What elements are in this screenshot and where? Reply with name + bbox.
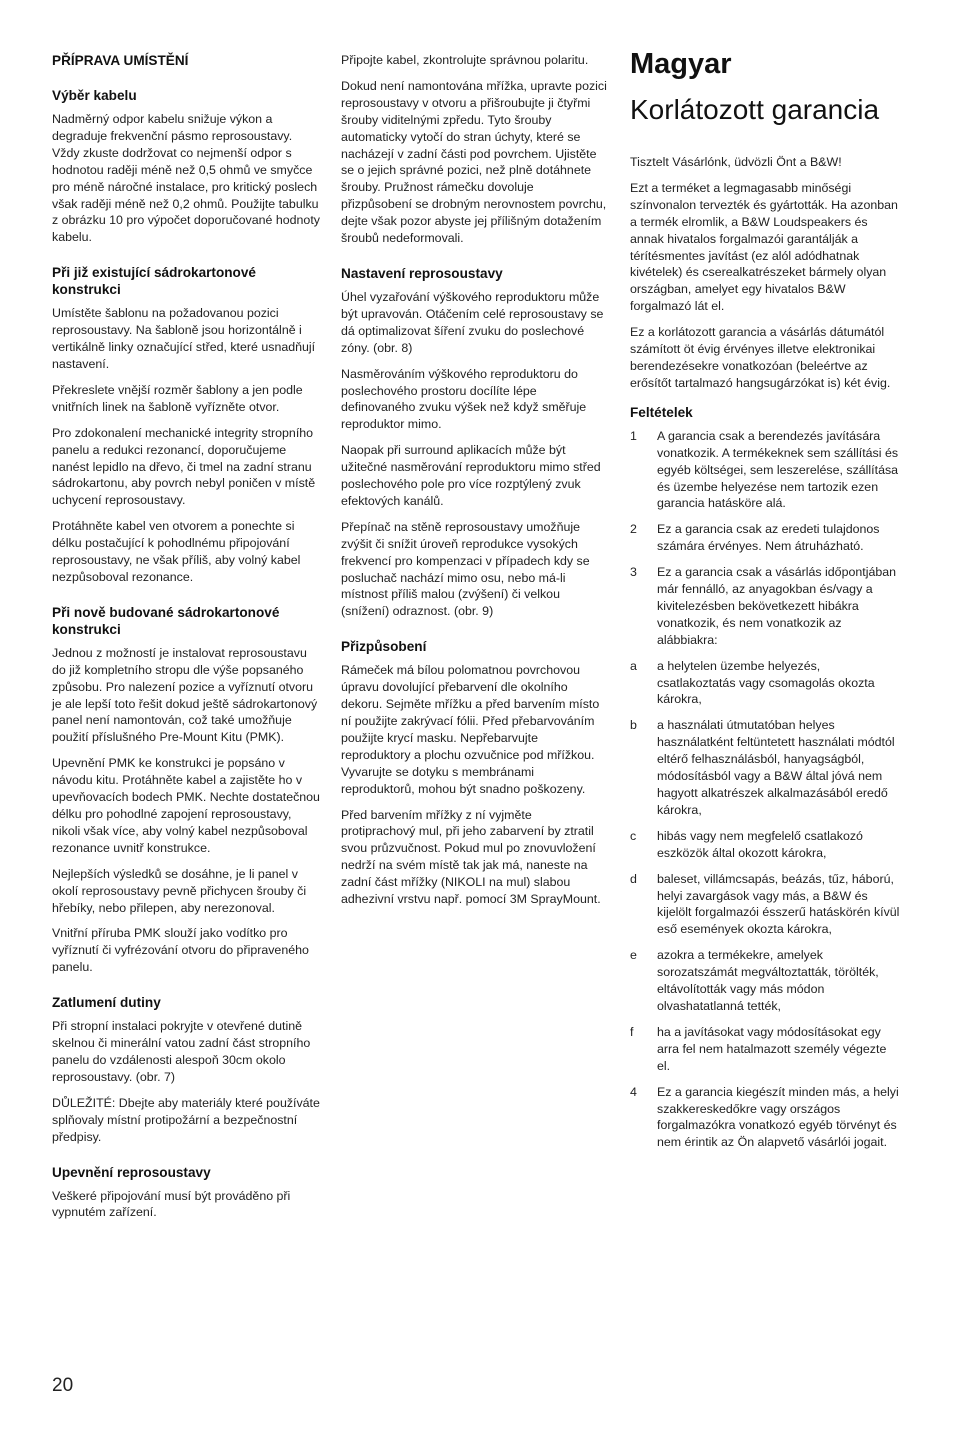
conditions-list: [630, 428, 902, 1151]
condition-marker: 2: [630, 522, 637, 537]
condition-item: [630, 717, 902, 818]
language-heading: Magyar: [630, 48, 732, 80]
subheading: Při nově budované sádrokartonové konstrukci: [52, 604, 280, 637]
intro-paragraph: Ez a korlátozott garancia a vásárlás dátumától számított öt évig érvényes illetve elektronikai berendezésekre vonatkozóan (beleértve az erősítőt tartalmazó hangsugárzókat is) két évig.: [630, 325, 891, 390]
intro-paragraph: Tisztelt Vásárlónk, üdvözli Önt a B&W!: [630, 155, 842, 169]
condition-text: A garancia csak a berendezés javítására vonatkozik. A termékeknek sem szállítási és egyéb költségei, sem leszerelése, szállítása és üzembe helyezése nem tartozik ezen garancia hatásköre alá.: [657, 428, 899, 511]
column-left: [52, 52, 322, 1230]
column-middle: [341, 52, 607, 917]
conditions-heading: Feltételek: [630, 404, 693, 420]
subheading: Zatlumení dutiny: [52, 995, 161, 1011]
condition-text: ha a javításokat vagy módosításokat egy arra fel nem hatalmazott személy végezte el.: [657, 1024, 887, 1073]
paragraph: Nasměrováním výškového reproduktoru do poslechového prostoru docílíte lépe definovaného zvuku výšek než když směřuje reproduktor mimo.: [341, 366, 587, 432]
condition-item: [630, 828, 902, 862]
condition-text: baleset, villámcsapás, beázás, tűz, háború, helyi zavargások vagy más, a B&W és kijelölt forgalmazói ésszerű hatáskörén kívül eső események okozta károkra,: [657, 871, 900, 937]
condition-marker: 3: [630, 565, 637, 580]
condition-text: Ez a garancia csak az eredeti tulajdonos számára érvényes. Nem átruházható.: [657, 522, 880, 554]
condition-marker: f: [630, 1024, 634, 1039]
condition-text: Ez a garancia csak a vásárlás időpontjában már fennálló, az anyagokban és/vagy a kivitelezésben bekövetkezett hibákra vonatkozik, és nem vonatkozik az alábbiakra:: [657, 565, 897, 647]
condition-item: [630, 428, 902, 513]
condition-item: [630, 658, 902, 709]
paragraph: Připojte kabel, zkontrolujte správnou polaritu.: [341, 53, 589, 67]
condition-text: hibás vagy nem megfelelő csatlakozó eszközök által okozott károkra,: [657, 828, 863, 860]
subheading: Přizpůsobení: [341, 639, 427, 655]
subheading: Při již existující sádrokartonové konstrukci: [52, 265, 256, 298]
subheading: Upevnění reprosoustavy: [52, 1164, 211, 1180]
column-left-content: [52, 87, 322, 1221]
paragraph: Nadměrný odpor kabelu snižuje výkon a degraduje frekvenční pásmo reprosoustavy. Vždy zkuste dodržovat co nejmenší odpor s hodnotou raději méně než 0,5 ohmů ve smyčce pro méně náročné instalace, pro kritický poslech však raději méně než 0,2 ohmů. Použijte tabulku z obrázku 10 pro výpočet doporučované hodnoty kabelu.: [52, 112, 320, 245]
paragraph: Umístěte šablonu na požadovanou pozici reprosoustavy. Na šabloně jsou horizontálně i vertikálně linky označující střed, které usnadňují nastavení.: [52, 306, 316, 371]
paragraph: Upevnění PMK ke konstrukci je popsáno v návodu kitu. Protáhněte kabel a zajistěte ho v upevňovacích bodech PMK. Nechte dostatečnou délku pro pohodlné zapojení reprosoustavy, nikoli však více, aby volný kabel nezpůsoboval rezonance uvnitř konstrukce.: [52, 756, 320, 855]
paragraph: Nejlepších výsledků se dosáhne, je li panel v okolí reprosoustavy pevně přichycen šrouby či hřebíky, nebo přilepen, aby nerezonoval.: [52, 866, 307, 915]
condition-text: Ez a garancia kiegészít minden más, a helyi szakkereskedőkre vagy országos forgalmazókra vonatkozó egyéb törvényt és nem érintik az Ön alapvető vásárlói jogait.: [657, 1084, 899, 1150]
paragraph: Vnitřní příruba PMK slouží jako vodítko pro vyříznutí či vyfrézování otvoru do připraveného panelu.: [52, 926, 309, 975]
condition-text: a helytelen üzembe helyezés, csatlakoztatás vagy csomagolás okozta károkra,: [657, 658, 875, 707]
condition-text: azokra a termékekre, amelyek sorozatszámát megváltoztatták, törölték, eltávolították vagy más módon olvashatatlanná tették,: [657, 948, 879, 1013]
paragraph: Před barvením mřížky z ní vyjměte protiprachový mul, při jeho zabarvení by ztratil svou průzvučnost. Pokud mul po znovuvložení nedrží na svém místě tak jak má, naneste na zadní část mřížky (NIKOLI na mul) slabou adhezivní vrstvu např. pomocí 3M SprayMount.: [341, 807, 601, 907]
column-middle-content: [341, 52, 607, 908]
condition-item: [630, 521, 902, 555]
paragraph: Překreslete vnější rozměr šablony a jen podle vnitřních linek na šabloně vyřízněte otvor.: [52, 382, 303, 414]
intro-paragraph: Ezt a terméket a legmagasabb minőségi színvonalon tervezték és gyártották. Ha azonban a termék elromlik, a B&W Loudspeakers és annak hivatalos forgalmazói garantálják a térítésmentes javítást (ez alól adódhatnak kivételek) és cserealkatrészeket bármely olyan országban, amelyet egy hivatalos B&W forgalmazó lát el.: [630, 180, 898, 314]
column-right: [630, 46, 902, 1160]
condition-text: a használati útmutatóban helyes használatként feltüntetett használati módtól eltérő felhasználásból, hanyagságból, módosításból vagy a B&W által jóvá nem hagyott alkatrészek alkalmazásából eredő károkra,: [657, 718, 895, 817]
paragraph: DŮLEŽITÉ: Dbejte aby materiály které používáte splňovaly místní protipožární a bezpečnostní předpisy.: [52, 1095, 320, 1144]
paragraph: Dokud není namontována mřížka, upravte pozici reprosoustavy v otvoru a přišroubujte ji čtyřmi šrouby viditelnými zpředu. Tyto šrouby automaticky vytočí do stran úchyty, které se nacházejí v zadní části pod povrchem. Ujistěte se o jejich správné pozici, než plně dotáhnete šrouby. Pružnost rámečku dovoluje přizpůsobení se drobným nerovnostem povrchu, dejte však pozor abyste jej přílišným dotažením šroubů nedeformovali.: [341, 78, 607, 246]
page-number: 20: [52, 1375, 74, 1396]
document-title: Korlátozott garancia: [630, 94, 880, 125]
section-title: PŘÍPRAVA UMÍSTĚNÍ: [52, 53, 189, 68]
condition-marker: 4: [630, 1084, 637, 1099]
condition-marker: 1: [630, 428, 637, 443]
paragraph: Pro zdokonalení mechanické integrity stropního panelu a redukci rezonancí, doporučujeme nanést lepidlo na dřevo, či tmel na zadní stranu sádrokartonu, aby povrch nebyl poničen v místě uchycení reprosoustavy.: [52, 425, 316, 508]
condition-item: [630, 871, 902, 939]
paragraph: Protáhněte kabel ven otvorem a ponechte si délku postačující k pohodlnému připojování reprosoustavy, ne však příliš, aby volný kabel nezpůsoboval rezonance.: [52, 519, 301, 584]
condition-marker: e: [630, 948, 637, 963]
paragraph: Rámeček má bílou polomatnou povrchovou úpravu dovolující přebarvení dle okolního dekoru. Sejměte mřížku a před barvením místo ní použijte zakrývací fólii. Před přebarvováním použijte krycí masku. Nepřebarvujte reproduktory a plochu ozvučnice pod mřížkou. Vyvarujte se dotyku s membránami reproduktorů, mohou být snadno poškozeny.: [341, 663, 600, 796]
condition-marker: d: [630, 871, 637, 886]
condition-marker: b: [630, 718, 637, 733]
condition-item: [630, 564, 902, 649]
condition-item: [630, 1024, 902, 1075]
condition-marker: a: [630, 658, 637, 673]
condition-item: [630, 947, 902, 1015]
paragraph: Veškeré připojování musí být prováděno při vypnutém zařízení.: [52, 1188, 291, 1220]
subheading: Nastavení reprosoustavy: [341, 265, 503, 281]
intro-paragraphs: [630, 154, 902, 392]
paragraph: Naopak při surround aplikacích může být užitečné nasměrování reproduktoru mimo střed poslechového pole pro více rozptýlený zvuk efektových kanálů.: [341, 443, 601, 508]
paragraph: Úhel vyzařování výškového reproduktoru může být upravován. Otáčením celé reprosoustavy se dá optimalizovat šíření zvuku do poslechové zóny. (obr. 8): [341, 289, 604, 355]
paragraph: Přepínač na stěně reprosoustavy umožňuje zvýšit či snížit úroveň reprodukce vysokých frekvencí pro kompenzaci v případech kdy se posluchač nachází mimo osu, nebo má-li místnost příliš malou (zvýšení) či velkou (snížení) odraznost. (obr. 9): [341, 519, 590, 619]
condition-item: [630, 1084, 902, 1152]
subheading: Výběr kabelu: [52, 88, 137, 103]
paragraph: Při stropní instalaci pokryjte v otevřené dutině skelnou či minerální vatou zadní část stropního panelu do vzdálenosti alespoň 30cm okolo reprosoustavy. (obr. 7): [52, 1019, 311, 1084]
condition-marker: c: [630, 828, 637, 843]
paragraph: Jednou z možností je instalovat reprosoustavu do již kompletního stropu dle výše popsaného způsobu. Pro nalezení pozice a vyříznutí otvoru je ale lepší toto řešit dokud ještě sádrokartonový panel není namontován, což také umožňuje použití příslušného Pre-Mount Kitu (PMK).: [52, 645, 318, 745]
